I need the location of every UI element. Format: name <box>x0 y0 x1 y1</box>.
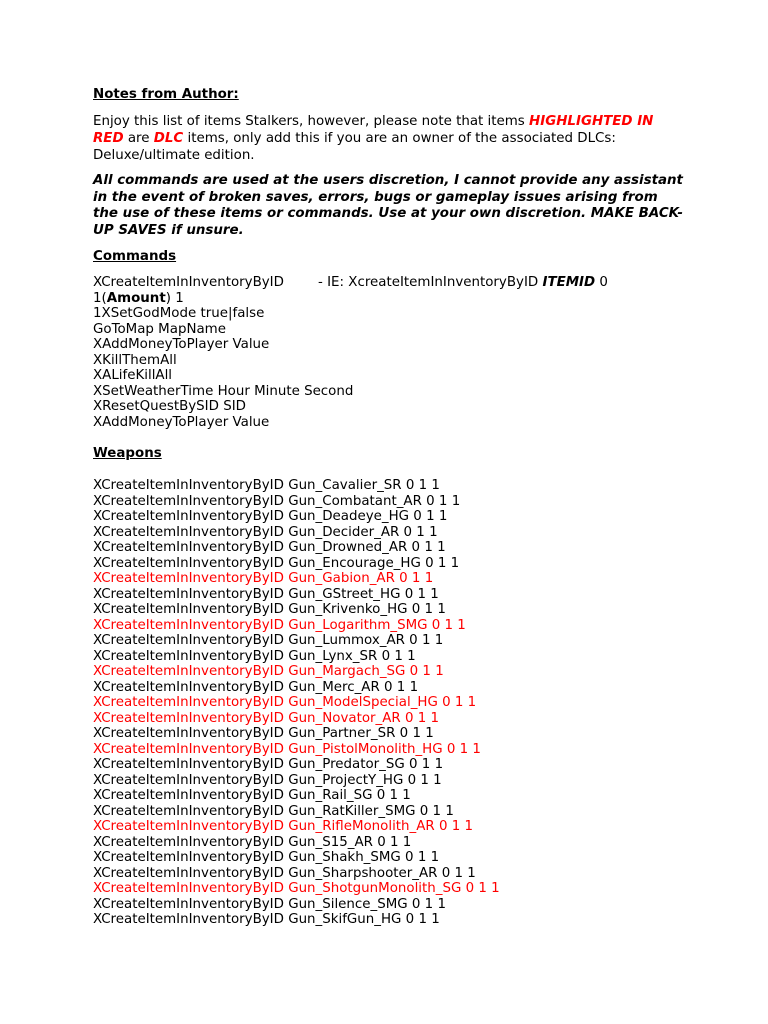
weapon-line: XCreateItemInInventoryByID Gun_Shakh_SMG 0 1 1 <box>93 850 440 866</box>
amount-suffix: ) 1 <box>165 290 184 306</box>
weapon-line-dlc: XCreateItemInInventoryByID Gun_RifleMonolith_AR 0 1 1 <box>93 819 474 835</box>
command-create-item: XCreateItemInInventoryByID <box>93 275 284 291</box>
weapon-line: XCreateItemInInventoryByID Gun_Merc_AR 0 1 1 <box>93 679 419 695</box>
weapon-line-dlc: XCreateItemInInventoryByID Gun_ModelSpecial_HG 0 1 1 <box>93 695 477 711</box>
weapon-line: XCreateItemInInventoryByID Gun_Partner_SR 0 1 1 <box>93 726 434 742</box>
weapon-line: XCreateItemInInventoryByID Gun_Lummox_AR 0 1 1 <box>93 633 444 649</box>
weapon-line: XCreateItemInInventoryByID Gun_Combatant_AR 0 1 1 <box>93 493 461 509</box>
weapon-line: XCreateItemInInventoryByID Gun_Silence_SMG 0 1 1 <box>93 896 446 912</box>
weapon-line-dlc: XCreateItemInInventoryByID Gun_Novator_AR 0 1 1 <box>93 710 440 726</box>
intro-text-3: items, only add this if you are an owner of the associated DLCs: Deluxe/ultimate edition. <box>93 131 616 163</box>
command-line: XAddMoneyToPlayer Value <box>93 414 270 430</box>
amount-prefix: 1( <box>93 290 107 306</box>
weapon-line: XCreateItemInInventoryByID Gun_Lynx_SR 0 1 1 <box>93 648 416 664</box>
weapon-line: XCreateItemInInventoryByID Gun_ProjectY_HG 0 1 1 <box>93 772 442 788</box>
weapons-heading: Weapons <box>93 446 162 462</box>
amount-label: Amount <box>106 290 166 306</box>
command-example-suffix: 0 <box>595 275 608 291</box>
command-lines <box>93 306 683 430</box>
weapon-line: XCreateItemInInventoryByID Gun_Deadeye_HG 0 1 1 <box>93 509 448 525</box>
weapon-line: XCreateItemInInventoryByID Gun_GStreet_HG 0 1 1 <box>93 586 439 602</box>
command-line: XKillThemAll <box>93 352 177 368</box>
highlight-dlc-text: DLC <box>153 131 184 146</box>
commands-list <box>93 275 683 430</box>
weapon-line: XCreateItemInInventoryByID Gun_Krivenko_HG 0 1 1 <box>93 602 446 618</box>
command-line: XResetQuestBySID SID <box>93 399 246 415</box>
command-amount-line <box>93 291 683 307</box>
weapon-line-dlc: XCreateItemInInventoryByID Gun_ShotgunMonolith_SG 0 1 1 <box>93 881 500 897</box>
weapon-line: XCreateItemInInventoryByID Gun_Drowned_AR 0 1 1 <box>93 540 446 556</box>
weapon-line: XCreateItemInInventoryByID Gun_Encourage_HG 0 1 1 <box>93 555 460 571</box>
command-line: GoToMap MapName <box>93 321 226 337</box>
weapon-line: XCreateItemInInventoryByID Gun_Predator_SG 0 1 1 <box>93 757 444 773</box>
intro-text-2: are <box>123 131 154 146</box>
weapon-line: XCreateItemInInventoryByID Gun_Cavalier_SR 0 1 1 <box>93 478 440 494</box>
command-line: XSetWeatherTime Hour Minute Second <box>93 383 354 399</box>
command-example-prefix: - IE: XcreateItemInInventoryByID <box>318 275 543 291</box>
weapon-line-dlc: XCreateItemInInventoryByID Gun_Logarithm_SMG 0 1 1 <box>93 617 466 633</box>
highlight-red-text: HIGHLIGHTED IN RED <box>93 114 654 146</box>
command-line: XALifeKillAll <box>93 368 173 384</box>
weapon-line-dlc: XCreateItemInInventoryByID Gun_Gabion_AR 0 1 1 <box>93 571 434 587</box>
weapon-line: XCreateItemInInventoryByID Gun_SkifGun_HG 0 1 1 <box>93 912 440 928</box>
weapon-line: XCreateItemInInventoryByID Gun_Decider_AR 0 1 1 <box>93 524 438 540</box>
weapons-list <box>93 478 683 928</box>
weapon-line: XCreateItemInInventoryByID Gun_S15_AR 0 1 1 <box>93 834 412 850</box>
commands-heading: Commands <box>93 249 177 265</box>
command-line: XAddMoneyToPlayer Value <box>93 337 270 353</box>
weapon-line-dlc: XCreateItemInInventoryByID Gun_Margach_SG 0 1 1 <box>93 664 444 680</box>
weapon-line-dlc: XCreateItemInInventoryByID Gun_PistolMonolith_HG 0 1 1 <box>93 741 481 757</box>
command-create-item-line <box>93 275 683 291</box>
weapon-line: XCreateItemInInventoryByID Gun_Sharpshooter_AR 0 1 1 <box>93 865 476 881</box>
intro-text-1: Enjoy this list of items Stalkers, however, please note that items <box>93 114 530 129</box>
document-content <box>93 86 683 928</box>
warning-paragraph: All commands are used at the users discretion, I cannot provide any assistant in the event of broken saves, errors, bugs or gameplay issues arising from the use of these items or commands. Use at your own discretion. MAKE BACK-UP SAVES if unsure. <box>93 173 683 238</box>
notes-intro <box>93 113 683 164</box>
weapon-line: XCreateItemInInventoryByID Gun_Rail_SG 0 1 1 <box>93 788 411 804</box>
notes-heading: Notes from Author: <box>93 87 239 102</box>
command-example-itemid: ITEMID <box>542 275 596 291</box>
command-line: 1XSetGodMode true|false <box>93 306 265 322</box>
weapon-line: XCreateItemInInventoryByID Gun_RatKiller_SMG 0 1 1 <box>93 803 454 819</box>
